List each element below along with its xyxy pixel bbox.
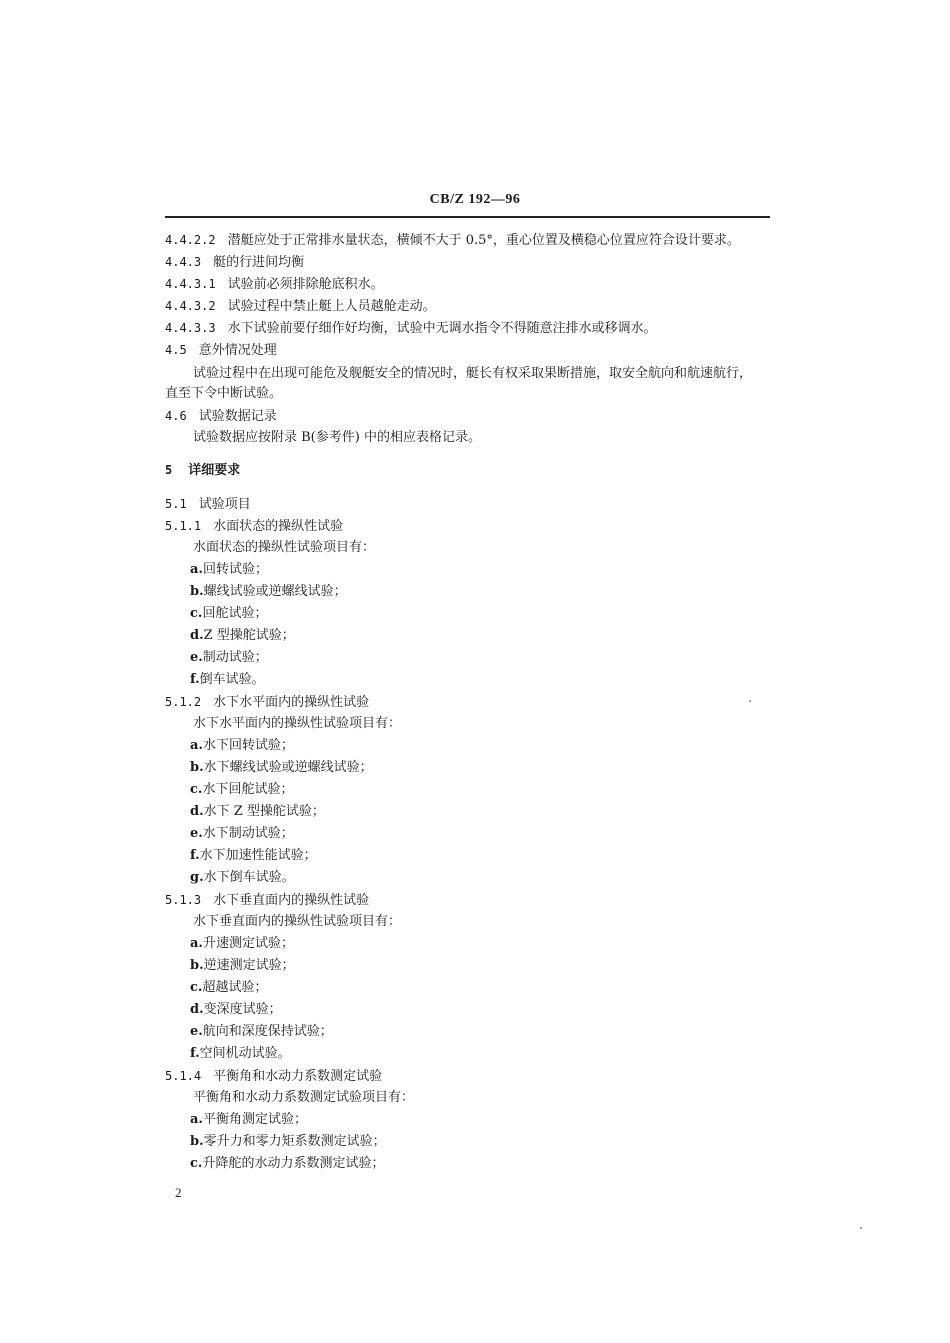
clause-text: 意外情况处理: [198, 343, 277, 358]
clause-number: 4.4.2.2: [165, 233, 216, 247]
item-letter: e.: [190, 826, 203, 841]
clause-5-1-1: [165, 518, 343, 535]
list-item: [190, 584, 347, 600]
clause-number: 5.1.4: [165, 1069, 202, 1083]
item-letter: b.: [190, 958, 204, 973]
clause-text: 试验项目: [198, 497, 251, 512]
clause-4-5: [165, 342, 277, 359]
clause-number: 5.1.2: [165, 695, 202, 709]
paragraph-line: [193, 914, 401, 930]
list-item: [190, 606, 267, 622]
clause-number: 4.4.3.3: [165, 321, 216, 335]
standard-code-header: CB/Z 192—96: [429, 192, 521, 207]
list-item: [190, 1046, 291, 1062]
header-rule: [165, 216, 770, 218]
item-text: 水下螺线试验或逆螺线试验；: [203, 760, 373, 775]
list-item: [190, 562, 268, 578]
paragraph-text: 水面状态的操纵性试验项目有：: [193, 540, 376, 555]
clause-number: 4.4.3.2: [165, 299, 216, 313]
paragraph-text: 试验过程中在出现可能危及舰艇安全的情况时，艇长有权采取果断措施，取安全航向和航速航行，: [193, 366, 753, 381]
item-letter: e.: [190, 1024, 203, 1039]
clause-number: 4.6: [165, 409, 187, 423]
clause-number: 4.4.3: [165, 255, 202, 269]
item-letter: a.: [190, 1112, 203, 1127]
clause-4-4-3-3: [165, 320, 657, 337]
clause-text: 水下垂直面内的操纵性试验: [213, 893, 370, 908]
clause-text: 潜艇应处于正常排水量状态，横倾不大于 0.5°，重心位置及横稳心位置应符合设计要求。: [227, 233, 740, 248]
clause-text: 试验过程中禁止艇上人员越舱走动。: [227, 299, 436, 314]
item-letter: b.: [190, 760, 204, 775]
item-text: 制动试验；: [202, 650, 268, 665]
clause-text: 试验数据记录: [198, 409, 277, 424]
item-text: 水下加速性能试验；: [199, 848, 317, 863]
item-letter: b.: [190, 584, 204, 599]
item-text: 水下制动试验；: [202, 826, 294, 841]
clause-4-4-3: [165, 254, 304, 271]
paragraph-text: 水下水平面内的操纵性试验项目有：: [193, 716, 402, 731]
item-letter: g.: [190, 870, 204, 885]
item-letter: e.: [190, 650, 203, 665]
list-item: [190, 936, 294, 952]
list-item: [190, 1112, 307, 1128]
clause-text: 水面状态的操纵性试验: [213, 519, 344, 534]
paragraph-text: 试验数据应按附录 B(参考件) 中的相应表格记录。: [193, 430, 481, 445]
item-letter: d.: [190, 628, 204, 643]
list-item: [190, 738, 294, 754]
list-item: [190, 672, 265, 688]
paragraph-line: [165, 386, 282, 402]
list-item: [190, 870, 295, 886]
clause-number: 5.1.3: [165, 893, 202, 907]
list-item: [190, 782, 293, 798]
clause-text: 水下水平面内的操纵性试验: [213, 695, 370, 710]
section-title: 详细要求: [188, 463, 241, 478]
list-item: [190, 804, 325, 820]
paragraph-text: 平衡角和水动力系数测定试验项目有：: [193, 1090, 415, 1105]
item-letter: a.: [190, 562, 203, 577]
item-text: 倒车试验。: [199, 672, 265, 687]
list-item: [190, 826, 294, 842]
item-text: 零升力和零力矩系数测定试验；: [203, 1134, 386, 1149]
item-letter: c.: [190, 1156, 203, 1171]
clause-number: 4.5: [165, 343, 187, 357]
item-text: 水下回舵试验；: [202, 782, 294, 797]
item-text: 平衡角测定试验；: [202, 1112, 307, 1127]
clause-text: 艇的行进间均衡: [213, 255, 305, 270]
item-letter: b.: [190, 1134, 204, 1149]
item-text: 逆速测定试验；: [203, 958, 295, 973]
clause-4-4-3-2: [165, 298, 436, 315]
item-text: 变深度试验；: [203, 1002, 282, 1017]
item-text: 水下 Z 型操舵试验；: [203, 804, 325, 819]
item-letter: f.: [190, 672, 200, 687]
list-item: [190, 1024, 333, 1040]
item-letter: d.: [190, 804, 204, 819]
clause-text: 平衡角和水动力系数测定试验: [213, 1069, 383, 1084]
item-text: 空间机动试验。: [199, 1046, 291, 1061]
clause-number: 4.4.3.1: [165, 277, 216, 291]
scan-speck: [860, 1227, 862, 1229]
clause-5-1-4: [165, 1068, 382, 1085]
clause-5-1-3: [165, 892, 369, 909]
paragraph-line: [193, 366, 752, 382]
item-letter: c.: [190, 782, 203, 797]
paragraph-line: [193, 1090, 414, 1106]
item-text: 航向和深度保持试验；: [202, 1024, 333, 1039]
clause-5-1-2: [165, 694, 369, 711]
clause-number: 5.1.1: [165, 519, 202, 533]
clause-text: 试验前必须排除舱底积水。: [227, 277, 384, 292]
paragraph-text: 直至下令中断试验。: [165, 386, 283, 401]
item-text: 回转试验；: [202, 562, 268, 577]
list-item: [190, 980, 267, 996]
item-letter: f.: [190, 1046, 200, 1061]
paragraph-line: [193, 716, 401, 732]
clause-4-6: [165, 408, 277, 425]
section-5-heading: [165, 462, 240, 479]
list-item: [190, 958, 295, 974]
list-item: [190, 760, 373, 776]
item-text: 水下倒车试验。: [203, 870, 295, 885]
clause-4-4-2-2: [165, 232, 740, 249]
paragraph-line: [193, 540, 375, 556]
item-text: 螺线试验或逆螺线试验；: [203, 584, 347, 599]
page-number: 2: [175, 1185, 182, 1200]
list-item: [190, 1002, 282, 1018]
item-text: 超越试验；: [202, 980, 268, 995]
item-letter: a.: [190, 738, 203, 753]
scan-speck: [749, 700, 751, 702]
item-letter: c.: [190, 980, 203, 995]
item-letter: d.: [190, 1002, 204, 1017]
paragraph-line: [193, 430, 481, 446]
list-item: [190, 1156, 384, 1172]
section-number: 5: [165, 463, 173, 477]
list-item: [190, 848, 317, 864]
item-text: 升降舵的水动力系数测定试验；: [202, 1156, 385, 1171]
clause-5-1: [165, 496, 251, 513]
list-item: [190, 628, 295, 644]
item-letter: f.: [190, 848, 200, 863]
list-item: [190, 650, 268, 666]
item-letter: c.: [190, 606, 203, 621]
list-item: [190, 1134, 386, 1150]
item-text: 回舵试验；: [202, 606, 268, 621]
item-text: 升速测定试验；: [202, 936, 294, 951]
item-text: Z 型操舵试验；: [203, 628, 295, 643]
clause-text: 水下试验前要仔细作好均衡，试验中无调水指令不得随意注排水或移调水。: [227, 321, 657, 336]
clause-number: 5.1: [165, 497, 187, 511]
item-letter: a.: [190, 936, 203, 951]
clause-4-4-3-1: [165, 276, 384, 293]
paragraph-text: 水下垂直面内的操纵性试验项目有：: [193, 914, 402, 929]
item-text: 水下回转试验；: [202, 738, 294, 753]
